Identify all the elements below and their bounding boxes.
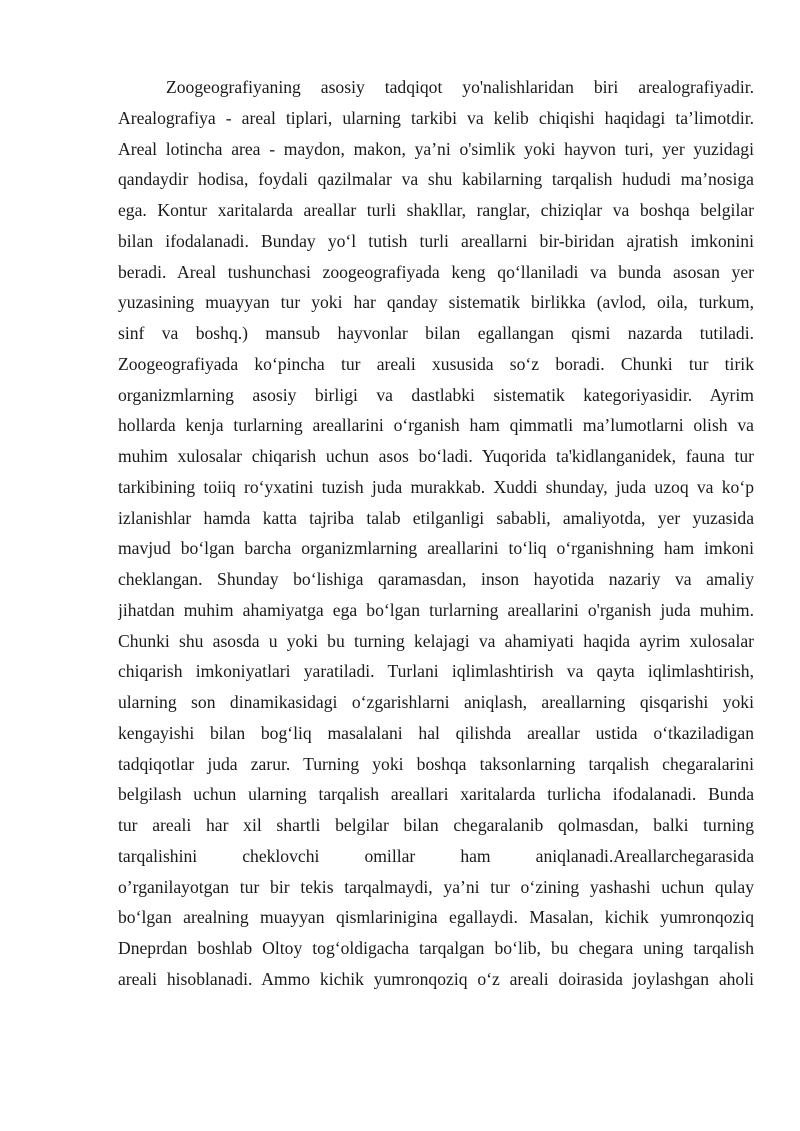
text-line: muhim xulosalar chiqarish uchun asos bo‘ladi. Yuqorida ta'kidlanganidek, fauna tur <box>118 446 754 466</box>
text-line: tarqalishini cheklovchi omillar ham aniqlanadi.Areallarchegarasida <box>118 845 754 866</box>
text-line: yuzasining muayyan tur yoki har qanday sistematik birlikka (avlod, oila, turkum, <box>118 292 754 313</box>
text-line: bo‘lgan arealning muayyan qismlarinigina egallaydi. Masalan, kichik yumronqoziq <box>118 907 754 928</box>
text-line: organizmlarning asosiy birligi va dastlabki sistematik kategoriyasidir. Ayrim <box>118 384 754 405</box>
text-line: jihatdan muhim ahamiyatga ega bo‘lgan turlarning areallarini o'rganish juda muhim. <box>118 599 754 620</box>
text-line: cheklangan. Shunday bo‘lishiga qaramasdan, inson hayotida nazariy va amaliy <box>118 569 754 589</box>
text-line: tarkibining toiiq ro‘yxatini tuzish juda murakkab. Xuddi shunday, juda uzoq va ko‘p <box>118 476 754 497</box>
text-line: ularning son dinamikasidagi o‘zgarishlarni aniqlash, areallarning qisqarishi yoki <box>118 692 754 712</box>
text-line: Arealografiya - areal tiplari, ularning tarkibi va kelib chiqishi haqidagi ta’limotdir. <box>118 107 754 128</box>
text-line: beradi. Areal tushunchasi zoogeografiyada keng qo‘llaniladi va bunda asosan yer <box>118 261 754 282</box>
text-line: qandaydir hodisa, foydali qazilmalar va shu kabilarning tarqalish hududi ma’nosiga <box>118 169 754 190</box>
text-line: hollarda kenja turlarning areallarini o‘rganish ham qimmatli ma’lumotlarni olish va <box>118 415 754 436</box>
text-line: Chunki shu asosda u yoki bu turning kelajagi va ahamiyati haqida ayrim xulosalar <box>118 630 754 651</box>
text-line: o’rganilayotgan tur bir tekis tarqalmaydi, ya’ni tur o‘zining yashashi uchun qulay <box>118 876 754 897</box>
text-line: bilan ifodalanadi. Bunday yo‘l tutish turli areallarni bir-biridan ajratish imkonini <box>118 230 754 251</box>
text-line: Zoogeografiyada ko‘pincha tur areali xususida so‘z boradi. Chunki tur tirik <box>118 353 754 374</box>
text-line: tadqiqotlar juda zarur. Turning yoki boshqa taksonlarning tarqalish chegaralarini <box>118 753 754 774</box>
text-line: Dneprdan boshlab Oltoy tog‘oldigacha tarqalgan bo‘lib, bu chegara uning tarqalish <box>118 938 754 958</box>
text-line: mavjud bo‘lgan barcha organizmlarning areallarini to‘liq o‘rganishning ham imkoni <box>118 538 754 559</box>
text-line: ega. Kontur xaritalarda areallar turli shakllar, ranglar, chiziqlar va boshqa belgilar <box>118 200 754 220</box>
text-line: areali hisoblanadi. Ammo kichik yumronqoziq o‘z areali doirasida joylashgan aholi <box>118 968 754 989</box>
text-line: izlanishlar hamda katta tajriba talab etilganligi sababli, amaliyotda, yer yuzasida <box>118 507 754 528</box>
text-line: tur areali har xil shartli belgilar bilan chegaralanib qolmasdan, balki turning <box>118 815 754 835</box>
text-line: chiqarish imkoniyatlari yaratiladi. Turlani iqlimlashtirish va qayta iqlimlashtirish, <box>118 661 754 682</box>
text-line: belgilash uchun ularning tarqalish areallari xaritalarda turlicha ifodalanadi. Bunda <box>118 784 754 805</box>
text-line: kengayishi bilan bog‘liq masalalani hal qilishda areallar ustida o‘tkaziladigan <box>118 722 754 743</box>
body-paragraph <box>118 72 754 995</box>
text-line: Areal lotincha area - maydon, makon, ya’ni o'simlik yoki hayvon turi, yer yuzidagi <box>118 138 754 159</box>
text-line: Zoogeografiyaning asosiy tadqiqot yo'nalishlaridan biri arealografiyadir. <box>166 77 754 97</box>
text-line: sinf va boshq.) mansub hayvonlar bilan egallangan qismi nazarda tutiladi. <box>118 323 754 343</box>
